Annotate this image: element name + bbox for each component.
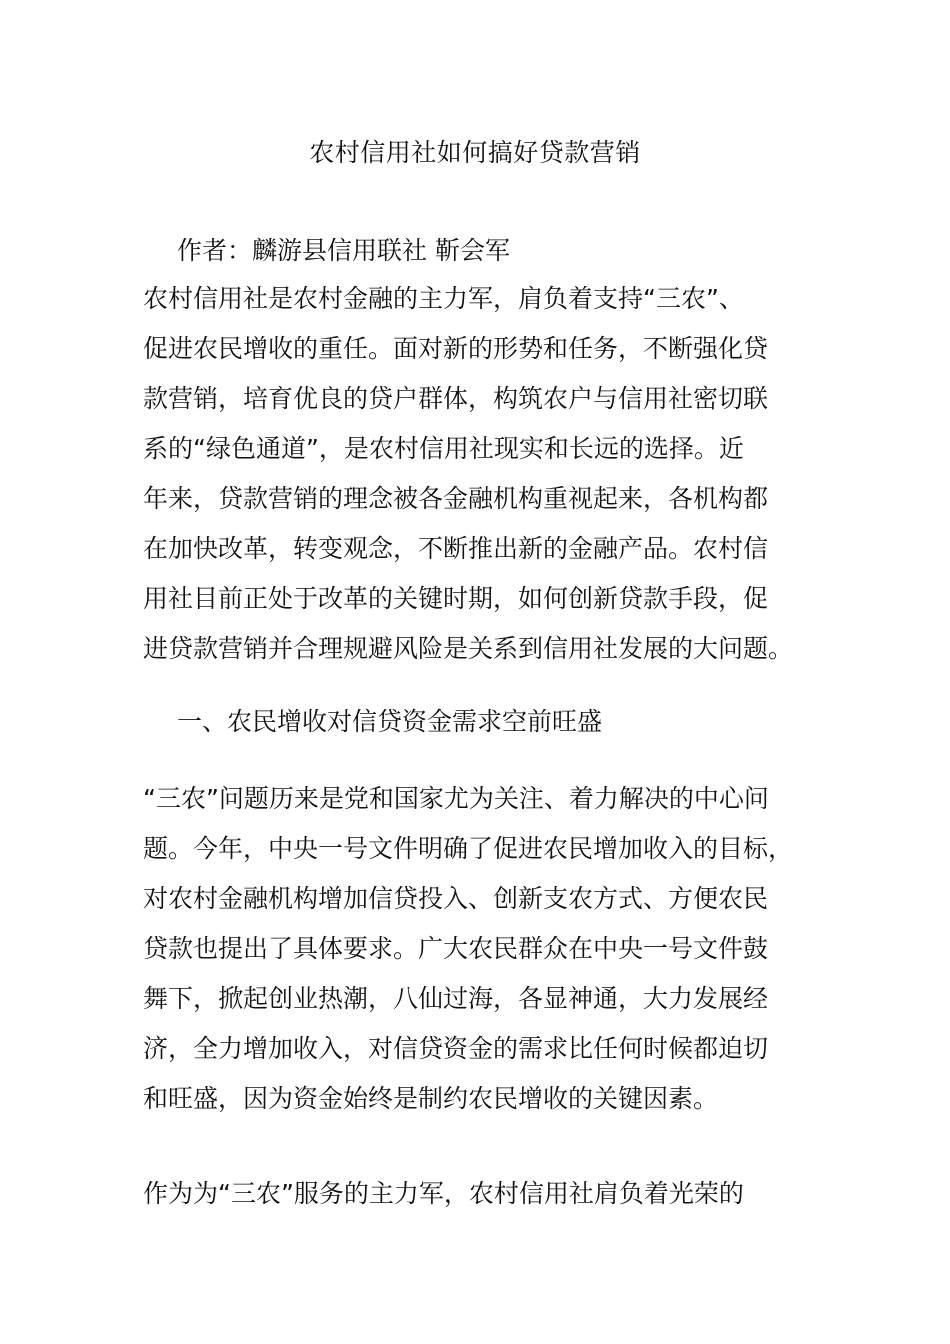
text-line: 款营销，培育优良的贷户群体，构筑农户与信用社密切联 bbox=[143, 384, 769, 413]
text-line: 在加快改革，转变观念，不断推出新的金融产品。农村信 bbox=[143, 534, 769, 563]
section-heading: 一、农民增收对信贷资金需求空前旺盛 bbox=[177, 707, 603, 736]
text-line: 农村信用社是农村金融的主力军，肩负着支持“三农”、 bbox=[143, 284, 744, 313]
text-line: 贷款也提出了具体要求。广大农民群众在中央一号文件鼓 bbox=[143, 934, 769, 963]
text-line: 进贷款营销并合理规避风险是关系到信用社发展的大问题。 bbox=[143, 634, 794, 663]
text-line: 济，全力增加收入，对信贷资金的需求比任何时候都迫切 bbox=[143, 1034, 769, 1063]
author-line: 作者：麟游县信用联社 靳会军 bbox=[177, 236, 510, 265]
text-line: 和旺盛，因为资金始终是制约农民增收的关键因素。 bbox=[143, 1084, 719, 1113]
text-line: 用社目前正处于改革的关键时期，如何创新贷款手段，促 bbox=[143, 584, 769, 613]
text-line: 年来，贷款营销的理念被各金融机构重视起来，各机构都 bbox=[143, 484, 769, 513]
paragraph-continued bbox=[143, 1169, 813, 1219]
text-line: 作为为“三农”服务的主力军，农村信用社肩负着光荣的 bbox=[143, 1179, 744, 1208]
text-line: 对农村金融机构增加信贷投入、创新支农方式、方便农民 bbox=[143, 884, 769, 913]
text-line: 舞下，掀起创业热潮，八仙过海，各显神通，大力发展经 bbox=[143, 984, 769, 1013]
paragraph-intro bbox=[143, 274, 813, 674]
text-line: 系的“绿色通道”，是农村信用社现实和长远的选择。近 bbox=[143, 434, 744, 463]
text-line: 促进农民增收的重任。面对新的形势和任务，不断强化贷 bbox=[143, 334, 769, 363]
text-line: 题。今年，中央一号文件明确了促进农民增加收入的目标， bbox=[143, 834, 794, 863]
document-title: 农村信用社如何搞好贷款营销 bbox=[309, 138, 641, 167]
text-line: “三农”问题历来是党和国家尤为关注、着力解决的中心问 bbox=[143, 784, 769, 813]
paragraph-section-one bbox=[143, 774, 813, 1124]
